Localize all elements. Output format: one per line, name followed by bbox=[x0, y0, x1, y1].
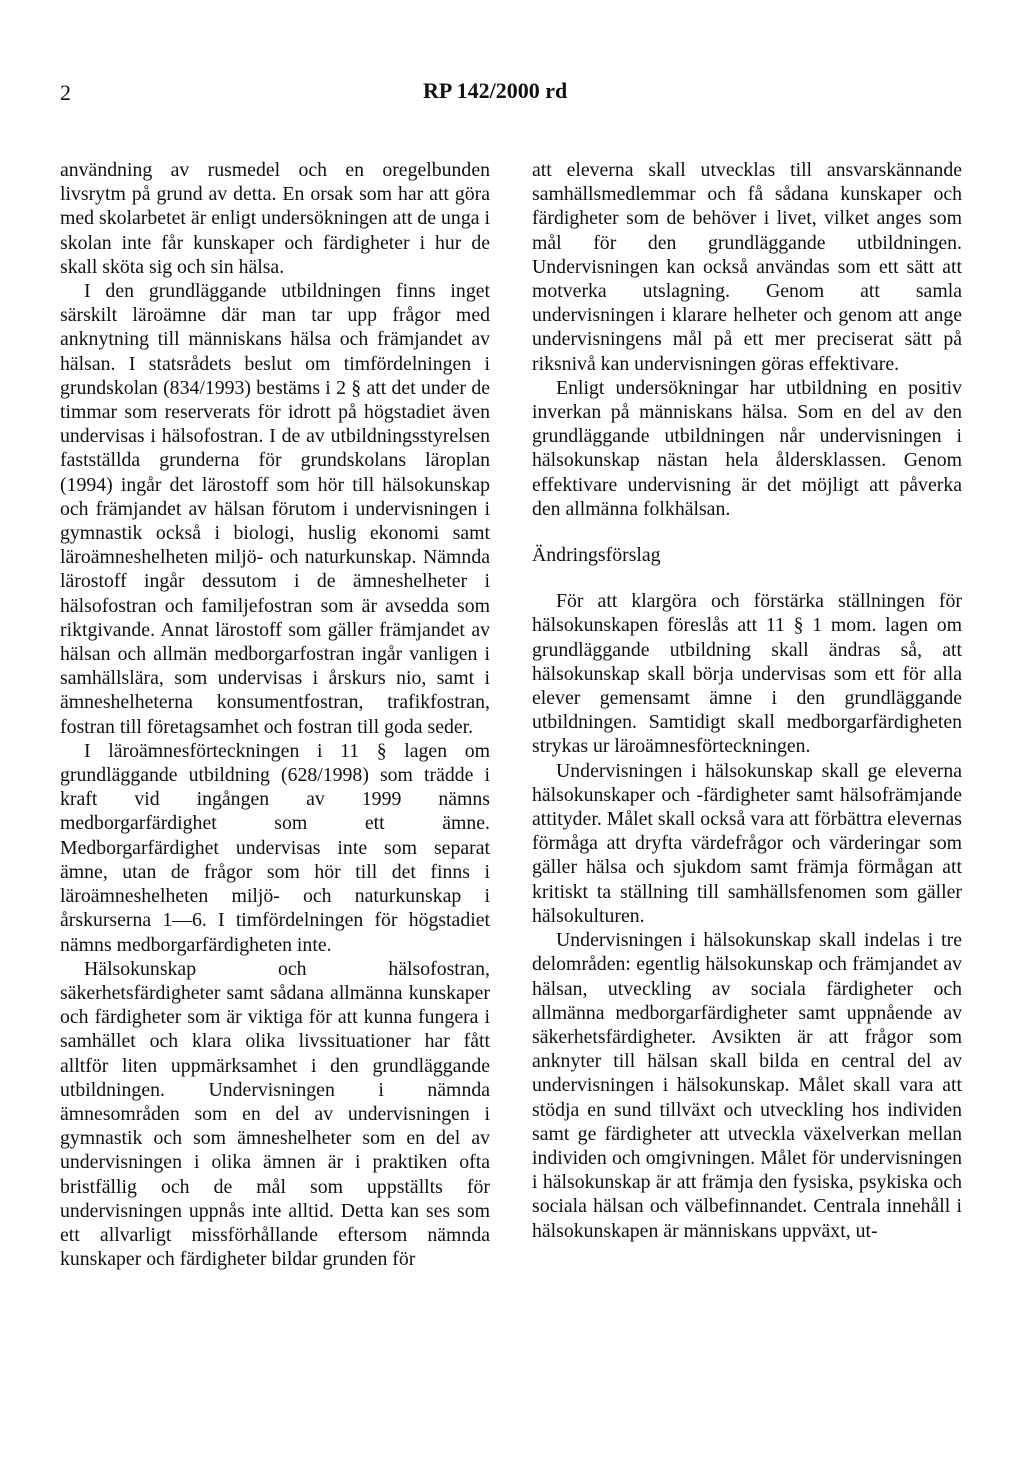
section-heading: Ändringsförslag bbox=[532, 544, 661, 567]
paragraph: I läroämnesförteckningen i 11 § lagen om grundläggande utbildning (628/1998) som trädde i kraft vid ingången av 1999 nämns medborgarfärdighet som ett ämne. Medborgarfärdighet undervisas inte som separat ämne, utan de frågor som hör till det finns i läroämneshelheten miljö- och naturkunskap i årskurserna 1—6. I timfördelningen för högstadiet nämns medborgarfärdigheten inte. bbox=[60, 739, 490, 956]
paragraph: För att klargöra och förstärka ställningen för hälsokunskapen föreslås att 11 § 1 mom. lagen om grundläggande utbildning skall ändras så, att hälsokunskap skall börja undervisas som ett för alla elever gemensamt ämne i den grundläggande utbildningen. Samtidigt skall medborgarfärdigheten strykas ur läroämnesförteckningen. bbox=[532, 590, 962, 758]
paragraph: Enligt undersökningar har utbildning en positiv inverkan på människans hälsa. Som en del av den grundläggande utbildningen når undervisningen i hälsokunskap nästan hela åldersklassen. Genom effektivare undervisning är det möjligt att påverka den allmänna folkhälsan. bbox=[532, 376, 962, 520]
paragraph: I den grundläggande utbildningen finns inget särskilt läroämne där man tar upp frågor med anknytning till människans hälsa och främjandet av hälsan. I statsrådets beslut om timfördelningen i grundskolan (834/1993) bestäms i 2 § att det under de timmar som reserverats för idrott på högstadiet även undervisas i hälsofostran. I de av utbildningsstyrelsen fastställda grunderna för grundskolans läroplan (1994) ingår det lärostoff som hör till hälsokunskap och främjandet av hälsan förutom i undervisningen i gymnastik också i biologi, huslig ekonomi samt läroämneshelheten miljö- och naturkunskap. Nämnda lärostoff ingår dessutom i de ämneshelheter i hälsofostran och familjefostran som är avsedda som riktgivande. Annat lärostoff som gäller främjandet av hälsan och allmän medborgarfostran ingår vanligen i samhällslära, som undervisas i årskurs nio, samt i ämneshelheterna konsumentfostran, trafikfostran, fostran till företagsamhet och fostran till goda seder. bbox=[60, 280, 490, 738]
page-number: 2 bbox=[60, 80, 71, 105]
paragraph: användning av rusmedel och en oregelbunden livsrytm på grund av detta. En orsak som har att göra med skolarbetet är enligt undersökningen att de unga i skolan inte får kunskaper och färdigheter i hur de skall sköta sig och sin hälsa. bbox=[60, 159, 490, 278]
document-id-header: RP 142/2000 rd bbox=[423, 78, 568, 103]
paragraph: Hälsokunskap och hälsofostran, säkerhetsfärdigheter samt sådana allmänna kunskaper och färdigheter som är viktiga för att kunna fungera i samhället och klara olika livssituationer har fått alltför liten uppmärksamhet i den grundläggande utbildningen. Undervisningen i nämnda ämnesområden som en del av undervisningen i gymnastik och som ämneshelheter som en del av undervisningen i olika ämnen är i praktiken ofta bristfällig och de mål som uppställts för undervisningen uppnås inte alltid. Detta kan ses som ett allvarligt missförhållande eftersom nämnda kunskaper och färdigheter bildar grunden för bbox=[60, 957, 490, 1271]
paragraph: Undervisningen i hälsokunskap skall ge eleverna hälsokunskaper och -färdigheter samt hälsofrämjande attityder. Målet skall också vara att förbättra elevernas förmåga att dryfta värdefrågor och värderingar som gäller hälsa och sjukdom samt främja förmågan att kritiskt ta ställning till samhällsfenomen som gäller hälsokulturen. bbox=[532, 759, 962, 927]
paragraph: att eleverna skall utvecklas till ansvarskännande samhällsmedlemmar och få sådana kunskaper och färdigheter som de behöver i livet, vilket anges som mål för den grundläggande utbildningen. Undervisningen kan också användas som ett sätt att motverka utslagning. Genom att samla undervisningen i klarare helheter och genom att ange undervisningens mål på ett mer preciserat sätt på riksnivå kan undervisningen göras effektivare. bbox=[532, 159, 962, 375]
left-column bbox=[60, 158, 490, 1271]
paragraph: Undervisningen i hälsokunskap skall indelas i tre delområden: egentlig hälsokunskap och främjandet av hälsan, utveckling av sociala färdigheter och allmänna medborgarfärdigheter samt uppnående av säkerhetsfärdigheter. Avsikten är att frågor som anknyter till hälsan skall bilda en central del av undervisningen i hälsokunskap. Målet skall vara att stödja en sund tillväxt och utveckling hos individen samt ge färdigheter att utveckla växelverkan mellan individen och omgivningen. Målet för undervisningen i hälsokunskap är att främja den fysiska, psykiska och sociala hälsan och välbefinnandet. Centrala innehåll i hälsokunskapen är människans uppväxt, ut- bbox=[532, 929, 962, 1242]
right-column bbox=[532, 158, 962, 1243]
